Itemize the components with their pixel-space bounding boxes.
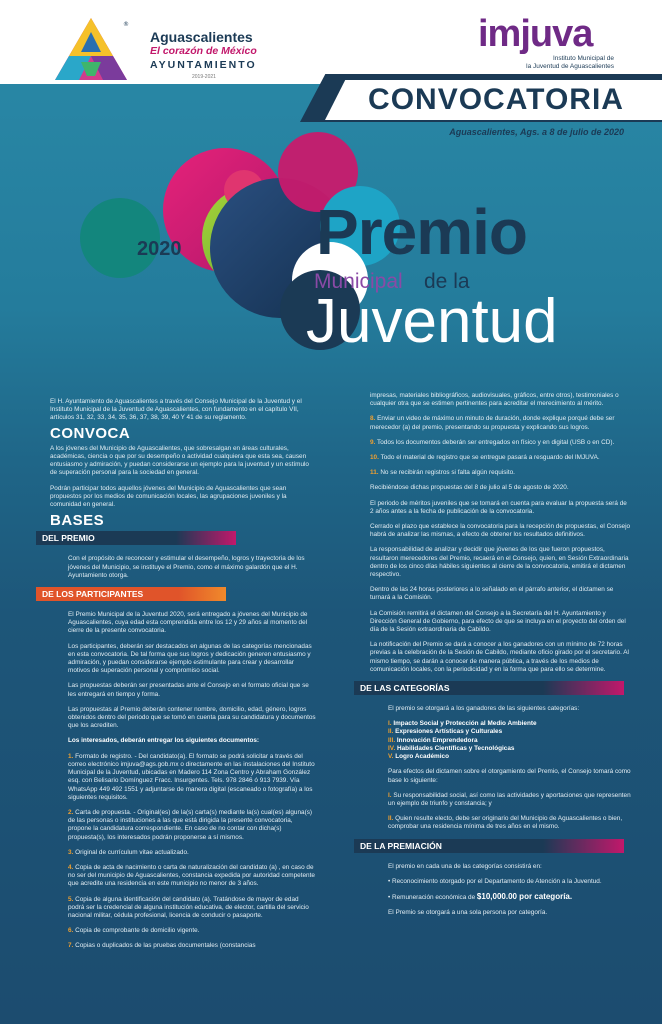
premiacion-item-2	[370, 893, 632, 902]
category-text: Impacto Social y Protección al Medio Ambiente	[393, 720, 537, 728]
hero-year: 2020	[137, 238, 182, 260]
doc-item	[370, 469, 632, 477]
doc-number: 1.	[68, 752, 74, 760]
doc-item	[68, 896, 316, 921]
intro-paragraph: El H. Ayuntamiento de Aguascalientes a través del Consejo Municipal de la Juventud y el Instituto Municipal de la Juventud de Aguascalientes, con fundamento en el capítulo VII, artículos 31, 32, 33, 34, 35, 36, 37, 38, 39, 40 Y 41 de su reglamento.	[50, 398, 302, 422]
notificacion-paragraph: La notificación del Premio se dará a conocer a los ganadores con un mínimo de 72 horas previas a la celebración de la Sesión de Cabildo, mediante oficio girado por el secretario. Al mismo tiempo, se darán a conocer de manera pública, a través de los medios de comunicación locales, con la periodicidad y en la forma que para ello se determine.	[370, 641, 629, 673]
convoca-paragraph-2: Podrán participar todos aquellos jóvenes del Municipio de Aguascalientes que sean propuestos por los medios de comunicación locales, las agrupaciones juveniles y la comunidad en general.	[50, 484, 287, 509]
category-text: Habilidades Científicas y Tecnológicas	[397, 744, 515, 752]
doc-number: 10.	[370, 454, 379, 462]
premiacion-amount: $10,000.00 por categoría.	[476, 891, 573, 901]
doc-number: 4.	[68, 863, 74, 871]
categorias-bar: DE LAS CATEGORÍAS	[354, 681, 624, 695]
convoca-paragraph-1: A los jóvenes del Municipio de Aguascalientes, que sobresalgan en áreas culturales, académicas, ciencia o que por su desempeño o actividad cualquiera que esta sea, causen entusiasmo y admiración, y puedan considerarse un ejemplo para la juventud y un estímulo de superación personal para la sociedad en general.	[50, 444, 309, 477]
doc-item	[68, 927, 316, 935]
participantes-paragraph-2: Los participantes, deberán ser destacados en algunas de las categorías mencionadas en esta convocatoria. De tal forma que sus logros y dedicación generen entusiasmo y admiración, y puedan considerarse ejemplo estimulante para crear y desarrollar motivos de superación personal y compromiso social.	[68, 642, 312, 675]
org-slogan: El corazón de México	[150, 45, 257, 57]
evaluation-number: II.	[388, 815, 394, 823]
category-item	[388, 728, 632, 736]
category-text: Innovación Emprendedora	[396, 736, 478, 744]
category-number: I.	[388, 720, 392, 728]
convoca-heading: CONVOCA	[50, 424, 131, 442]
doc-item	[68, 753, 316, 802]
category-number: III.	[388, 736, 396, 744]
doc-number: 6.	[68, 927, 74, 935]
doc-text: Carta de propuesta. - Original(es) de la(s) carta(s) mediante la(s) cual(es) alguna(s) de las personas o instituciones a las que está dirigida la presente convocatoria, propone la candidatura correspondiente. En caso de no contar con dicha(s) propuesta(s), los interesados podrán proponerse a sí mismos.	[68, 808, 313, 841]
category-item	[388, 737, 632, 745]
premiacion-item-2-text: • Remuneración económica de	[388, 893, 477, 901]
doc-text: No se recibirán registros si falta algún requisito.	[380, 469, 515, 477]
premiacion-closing: El Premio se otorgará a una sola persona por categoría.	[388, 909, 548, 917]
institute-line1: Instituto Municipal de	[552, 55, 614, 62]
category-text: Expresiones Artísticas y Culturales	[395, 728, 503, 736]
banner-title: CONVOCATORIA	[368, 83, 624, 116]
doc-number: 2.	[68, 808, 74, 816]
institute-line2: la Juventud de Aguascalientes	[526, 63, 614, 70]
hero-premio: Premio	[316, 196, 527, 268]
bases-heading: BASES	[50, 512, 105, 530]
categorias-list	[370, 720, 632, 761]
evaluation-item	[388, 815, 632, 831]
category-item	[388, 720, 632, 728]
doc-text: Enviar un video de máximo un minuto de duración, donde explique porqué debe ser merecedor (a) del premio, presentando su propuesta y explicando sus logros.	[370, 415, 615, 431]
evaluation-text: Quien resulte electo, debe ser originario del Municipio de Aguascalientes o bien, comprobar una residencia mínima de tres años en el mismo.	[388, 815, 623, 831]
evaluation-list	[370, 792, 632, 832]
right-column	[360, 392, 632, 924]
categorias-intro: El premio se otorgará a los ganadores de las siguientes categorías:	[388, 705, 580, 713]
doc-text: Copia de acta de nacimiento o carta de naturalización del candidato (a) , en caso de no ser del municipio de Aguascalientes, constancia expedida por autoridad competente que acredite una residencia en este municipio no menor de 3 años.	[68, 863, 315, 888]
merit-period: El periodo de méritos juveniles que se tomará en cuenta para evaluar la propuesta será de 2 años antes a la fecha de publicación de la convocatoria.	[370, 499, 627, 515]
dictamen-paragraph: Dentro de las 24 horas posteriores a lo señalado en el párrafo anterior, el dictamen se turnará a la Comisión.	[370, 586, 614, 602]
doc-item	[370, 454, 632, 462]
doc-item	[370, 415, 632, 431]
participantes-bar: DE LOS PARTICIPANTES	[36, 587, 226, 601]
category-number: V.	[388, 753, 394, 761]
doc-text: Copia de alguna identificación del candidato (a). Tratándose de mayor de edad podrá ser la credencial de alguna institución educativa, de elector, cartilla del servicio nacional militar, cédula profesional, licencia de conducir o pasaporte.	[68, 895, 309, 919]
evaluation-number: I.	[388, 791, 392, 799]
del-premio-bar: DEL PREMIO	[36, 531, 236, 545]
doc-number: 11.	[370, 469, 379, 477]
doc-text: Copia de comprobante de domicilio vigente.	[75, 927, 200, 935]
date-line: Aguascalientes, Ags. a 8 de julio de 2020	[449, 127, 624, 137]
category-item	[388, 745, 632, 753]
doc-item	[68, 849, 316, 857]
doc-number: 3.	[68, 848, 74, 856]
reception-dates: Recibiéndose dichas propuestas del 8 de julio al 5 de agosto de 2020.	[370, 484, 569, 492]
imjuva-logo: imjuva	[478, 13, 593, 55]
doc-number: 5.	[68, 895, 74, 903]
doc-text: Copias o duplicados de las pruebas documentales (constancias	[75, 942, 256, 950]
doc-text: Formato de registro. - Del candidato(a). El formato se podrá solicitar a través del correo electrónico imjuva@ags.gob.mx o directamente en las instalaciones del Instituto Municipal de la Juventud, ubicadas en Madero 114 Zona Centro y Abraham González esq. con Belisario Domínguez Fracc. Insurgentes. Tels. 978 2846 ó 913 7939. Vía WhatsApp 449 492 1551 y adjuntarse de manera digital (escaneado o fotografía) a los siguientes requisitos.	[68, 752, 315, 801]
doc-item	[68, 942, 316, 950]
hero-juventud: Juventud	[306, 287, 558, 356]
docs-heading: Los interesados, deberán entregar los siguientes documentos:	[68, 737, 260, 745]
participantes-paragraph-1: El Premio Municipal de la Juventud 2020, será entregado a jóvenes del Municipio de Aguascalientes, cuya edad esta comprendida entre los 12 y 29 años al momento del cierre de la presente convocatoria.	[68, 611, 308, 635]
doc-item	[68, 864, 316, 889]
org-title: Aguascalientes	[150, 29, 253, 45]
doc-text: Original de currículum vitae actualizado.	[75, 848, 189, 856]
premiacion-intro: El premio en cada una de las categorías consistirá en:	[388, 862, 542, 870]
left-column	[42, 398, 316, 958]
doc-text: Todos los documentos deberán ser entregados en físico y en digital (USB o en CD).	[377, 438, 615, 446]
evaluation-text: Su responsabilidad social, así como las actividades y aportaciones que representen un ejemplo de triunfo y constancia; y	[388, 791, 631, 807]
closing-paragraph: Cerrado el plazo que establece la convocatoria para la recepción de propuestas, el Consejo habrá de analizar las mismas, a efecto de obtener los resultados definitivos.	[370, 523, 631, 539]
premio-paragraph: Con el propósito de reconocer y estimular el desempeño, logros y trayectoria de los jóvenes del Municipio, se instituye el Premio, como el máximo galardón que el H. Ayuntamiento otorga.	[68, 555, 305, 579]
svg-text:®: ®	[123, 21, 129, 28]
participantes-paragraph-3: Las propuestas deberán ser presentadas ante el Consejo en el formato oficial que se les entregará en tiempo y forma.	[68, 682, 309, 698]
comision-paragraph: La Comisión remitirá el dictamen del Consejo a la Secretaría del H. Ayuntamiento y Dirección General de Gobierno, para efecto de que se incluya en el proyecto del orden del día de la Sesión extraordinaria de Cabildo.	[370, 609, 626, 634]
category-number: IV.	[388, 744, 396, 752]
premiacion-bar: DE LA PREMIACIÓN	[354, 839, 624, 853]
docs-continuation: impresas, materiales bibliográficos, audiovisuales, gráficos, entre otros), testimoniales o cualquier otra que se estimen pertinentes para acreditar el merecimiento al mérito.	[370, 392, 619, 408]
category-item	[388, 753, 632, 761]
category-text: Logro Académico	[395, 753, 449, 761]
hero-municipal: Municipal	[314, 270, 403, 293]
category-number: II.	[388, 728, 394, 736]
org-years: 2019-2021	[192, 74, 216, 80]
doc-number: 7.	[68, 942, 74, 950]
doc-number: 8.	[370, 415, 376, 423]
doc-item	[68, 809, 316, 842]
participantes-paragraph-4: Las propuestas al Premio deberán contener nombre, domicilio, edad, género, logros obtenidos dentro del periodo que se tomó en cuenta para su candidatura y documentos que los acrediten.	[68, 705, 316, 730]
premiacion-item-1: • Reconocimiento otorgado por el Departamento de Atención a la Juventud.	[388, 877, 602, 885]
aguascalientes-logo	[55, 18, 127, 80]
doc-number: 9.	[370, 438, 376, 446]
doc-text: Todo el material de registro que se entregue pasará a resguardo del IMJUVA.	[380, 454, 600, 462]
evaluation-item	[388, 792, 632, 808]
hero-dela: de la	[424, 270, 470, 293]
docs-list	[50, 753, 316, 951]
doc-item	[370, 439, 632, 447]
decision-paragraph: La responsabilidad de analizar y decidir que jóvenes de los que fueron propuestos, resultaron merecedores del Premio, recaerá en el Consejo, quien, en Sesión Extraordinaria dentro de los cinco días hábiles siguientes al cierre de la convocatoria, emitirá el dictamen respectivo.	[370, 546, 629, 579]
evaluation-intro: Para efectos del dictamen sobre el otorgamiento del Premio, el Consejo tomará como base lo siguiente:	[388, 768, 631, 784]
org-body: AYUNTAMIENTO	[150, 59, 257, 71]
